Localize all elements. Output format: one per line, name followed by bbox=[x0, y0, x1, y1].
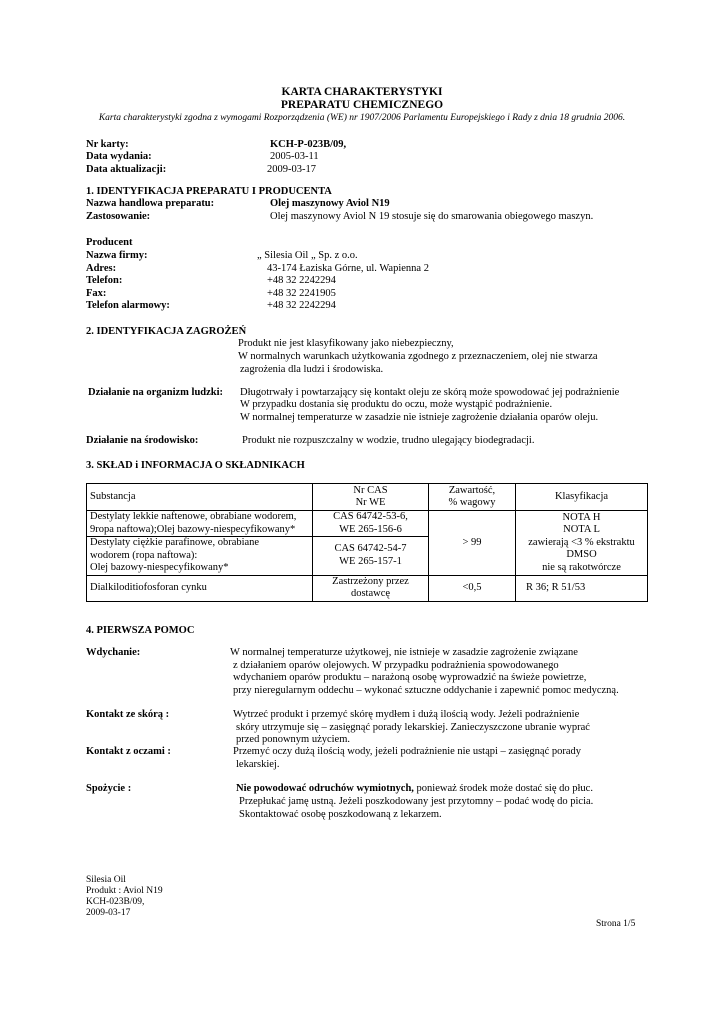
human-effect-line1: Długotrwały i powtarzający się kontakt oleju ze skórą może spowodować jej podrażnienie bbox=[240, 387, 620, 398]
row2-cas-line1: CAS 64742-54-7 bbox=[334, 543, 407, 555]
ingestion-label: Spożycie : bbox=[86, 783, 132, 794]
row3-substance: Dialkiloditiofosforan cynku bbox=[87, 575, 313, 601]
footer-date: 2009-03-17 bbox=[86, 908, 131, 918]
row1-substance-line2: 9ropa naftowa);Olej bazowy-niespecyfikowany* bbox=[90, 523, 296, 535]
card-number-label: Nr karty: bbox=[86, 139, 129, 150]
document-title-line1: KARTA CHARAKTERYSTYKI bbox=[281, 86, 443, 98]
footer-product: Produkt : Aviol N19 bbox=[86, 886, 163, 896]
issue-date-label: Data wydania: bbox=[86, 151, 152, 162]
table-header-row bbox=[87, 484, 648, 511]
row2-substance bbox=[87, 537, 313, 576]
company-label: Nazwa firmy: bbox=[86, 250, 148, 261]
table-row bbox=[87, 511, 648, 537]
class-line3: zawierają <3 % ekstraktu bbox=[528, 536, 635, 548]
skin-contact-label: Kontakt ze skórą : bbox=[86, 709, 170, 720]
row1-cas-line2: WE 265-156-6 bbox=[339, 523, 402, 535]
human-effect-label: Działanie na organizm ludzki: bbox=[88, 387, 224, 398]
row2-substance-line2: wodorem (ropa naftowa): bbox=[90, 549, 198, 561]
row3-classification: R 36; R 51/53 bbox=[516, 575, 648, 601]
header-content-line1: Zawartość, bbox=[448, 484, 496, 496]
update-date-value: 2009-03-17 bbox=[267, 164, 316, 175]
row3-cas bbox=[313, 575, 429, 601]
ingestion-line1 bbox=[236, 782, 593, 795]
header-classification: Klasyfikacja bbox=[516, 484, 648, 511]
update-date-label: Data aktualizacji: bbox=[86, 164, 167, 175]
producer-heading: Producent bbox=[86, 237, 133, 248]
page-number: Strona 1/5 bbox=[596, 919, 636, 929]
eye-contact-line2: lekarskiej. bbox=[236, 759, 280, 770]
inhalation-line1: W normalnej temperaturze użytkowej, nie istnieje w zasadzie zagrożenie związane bbox=[230, 647, 578, 658]
class-line5: nie są rakotwórcze bbox=[542, 561, 621, 573]
inhalation-label: Wdychanie: bbox=[86, 647, 141, 658]
company-value: „ Silesia Oil „ Sp. z o.o. bbox=[257, 250, 358, 261]
row1-substance-line1: Destylaty lekkie naftenowe, obrabiane wodorem, bbox=[90, 511, 297, 522]
address-label: Adres: bbox=[86, 263, 117, 274]
eye-contact-line1: Przemyć oczy dużą ilością wody, jeżeli podrażnienie nie ustąpi – zasięgnąć porady bbox=[233, 746, 582, 757]
issue-date-value: 2005-03-11 bbox=[270, 151, 319, 162]
rows12-content: > 99 bbox=[429, 511, 516, 576]
row1-cas bbox=[313, 511, 429, 537]
composition-table bbox=[86, 483, 648, 602]
hazard-line2: W normalnych warunkach użytkowania zgodnego z przeznaczeniem, olej nie stwarza bbox=[238, 351, 598, 362]
eye-contact-label: Kontakt z oczami : bbox=[86, 746, 171, 757]
alarm-phone-value: +48 32 2242294 bbox=[267, 300, 336, 311]
ingestion-warning: Nie powodować odruchów wymiotnych, bbox=[236, 783, 414, 794]
address-value: 43-174 Łaziska Górne, ul. Wapienna 2 bbox=[267, 263, 429, 274]
inhalation-line3: wdychaniem oparów produktu – narażoną osobę wyprowadzić na świeże powietrze, bbox=[233, 672, 587, 683]
fax-label: Fax: bbox=[86, 288, 107, 299]
header-cas-line1: Nr CAS bbox=[353, 484, 388, 496]
section4-heading: 4. PIERWSZA POMOC bbox=[86, 625, 195, 636]
trade-name-value: Olej maszynowy Aviol N19 bbox=[270, 198, 390, 209]
alarm-phone-label: Telefon alarmowy: bbox=[86, 300, 170, 311]
card-number-value: KCH-P-023B/09, bbox=[270, 139, 347, 150]
phone-label: Telefon: bbox=[86, 275, 123, 286]
row2-cas-line2: WE 265-157-1 bbox=[339, 555, 402, 567]
inhalation-line2: z działaniem oparów olejowych. W przypadku podrażnienia spowodowanego bbox=[233, 660, 559, 671]
hazard-line3: zagrożenia dla ludzi i środowiska. bbox=[240, 364, 384, 375]
header-content bbox=[429, 484, 516, 511]
ingestion-line3: Skontaktować osobę poszkodowaną z lekarzem. bbox=[239, 809, 442, 820]
inhalation-line4: przy nieregularnym oddechu – wykonać sztuczne oddychanie i zapewnić pomoc medyczną. bbox=[233, 685, 619, 696]
row3-cas-line2: dostawcę bbox=[350, 588, 391, 599]
header-substance: Substancja bbox=[87, 484, 313, 511]
use-label: Zastosowanie: bbox=[86, 211, 151, 222]
document-subtitle: Karta charakterystyki zgodna z wymogami Rozporządzenia (WE) nr 1907/2006 Parlamentu Europejskiego i Rady z dnia 18 grudnia 2006. bbox=[98, 113, 626, 123]
section1-heading: 1. IDENTYFIKACJA PREPARATU I PRODUCENTA bbox=[86, 186, 332, 197]
skin-contact-line3: przed ponownym użyciem. bbox=[236, 734, 351, 745]
human-effect-line3: W normalnej temperaturze w zasadzie nie istnieje zagrożenie działania oparów oleju. bbox=[240, 412, 599, 423]
skin-contact-line1: Wytrzeć produkt i przemyć skórę mydłem i dużą ilością wody. Jeżeli podrażnienie bbox=[233, 709, 580, 720]
phone-value: +48 32 2242294 bbox=[267, 275, 336, 286]
hazard-line1: Produkt nie jest klasyfikowany jako niebezpieczny, bbox=[238, 338, 454, 349]
header-content-line2: % wagowy bbox=[448, 497, 496, 508]
skin-contact-line2: skóry utrzymuje się – zasięgnąć porady lekarskiej. Zanieczyszczone ubranie wyprać bbox=[236, 722, 590, 733]
row2-substance-line1: Destylaty ciężkie parafinowe, obrabiane bbox=[90, 537, 260, 548]
row1-substance bbox=[87, 511, 313, 537]
use-value: Olej maszynowy Aviol N 19 stosuje się do smarowania obiegowego maszyn. bbox=[270, 211, 594, 222]
class-line1: NOTA H bbox=[562, 511, 601, 523]
section3-heading: 3. SKŁAD i INFORMACJA O SKŁADNIKACH bbox=[86, 460, 305, 471]
header-cas bbox=[313, 484, 429, 511]
ingestion-line2: Przepłukać jamę ustną. Jeżeli poszkodowany jest przytomny – podać wodę do picia. bbox=[239, 796, 594, 807]
row2-cas bbox=[313, 537, 429, 576]
class-line4: DMSO bbox=[566, 549, 597, 560]
trade-name-label: Nazwa handlowa preparatu: bbox=[86, 198, 215, 209]
fax-value: +48 32 2241905 bbox=[267, 288, 336, 299]
ingestion-line1-rest: ponieważ środek może dostać się do płuc. bbox=[413, 783, 593, 794]
environment-effect-label: Działanie na środowisko: bbox=[86, 435, 199, 446]
header-cas-line2: Nr WE bbox=[355, 497, 386, 508]
table-row bbox=[87, 575, 648, 601]
rows12-classification bbox=[516, 511, 648, 576]
row1-cas-line1: CAS 64742-53-6, bbox=[333, 511, 408, 522]
human-effect-line2: W przypadku dostania się produktu do oczu, może wystąpić podrażnienie. bbox=[240, 399, 553, 410]
environment-effect-value: Produkt nie rozpuszczalny w wodzie, trudno ulegający biodegradacji. bbox=[242, 435, 535, 446]
row3-cas-line1: Zastrzeżony przez bbox=[332, 575, 409, 587]
class-line2: NOTA L bbox=[563, 524, 600, 535]
document-title-line2: PREPARATU CHEMICZNEGO bbox=[280, 99, 444, 111]
footer-card-number: KCH-023B/09, bbox=[86, 897, 145, 907]
row2-substance-line3: Olej bazowy-niespecyfikowany* bbox=[90, 562, 229, 573]
footer-company: Silesia Oil bbox=[86, 875, 126, 885]
row3-content: <0,5 bbox=[429, 575, 516, 601]
section2-heading: 2. IDENTYFIKACJA ZAGROŻEŃ bbox=[86, 326, 247, 337]
